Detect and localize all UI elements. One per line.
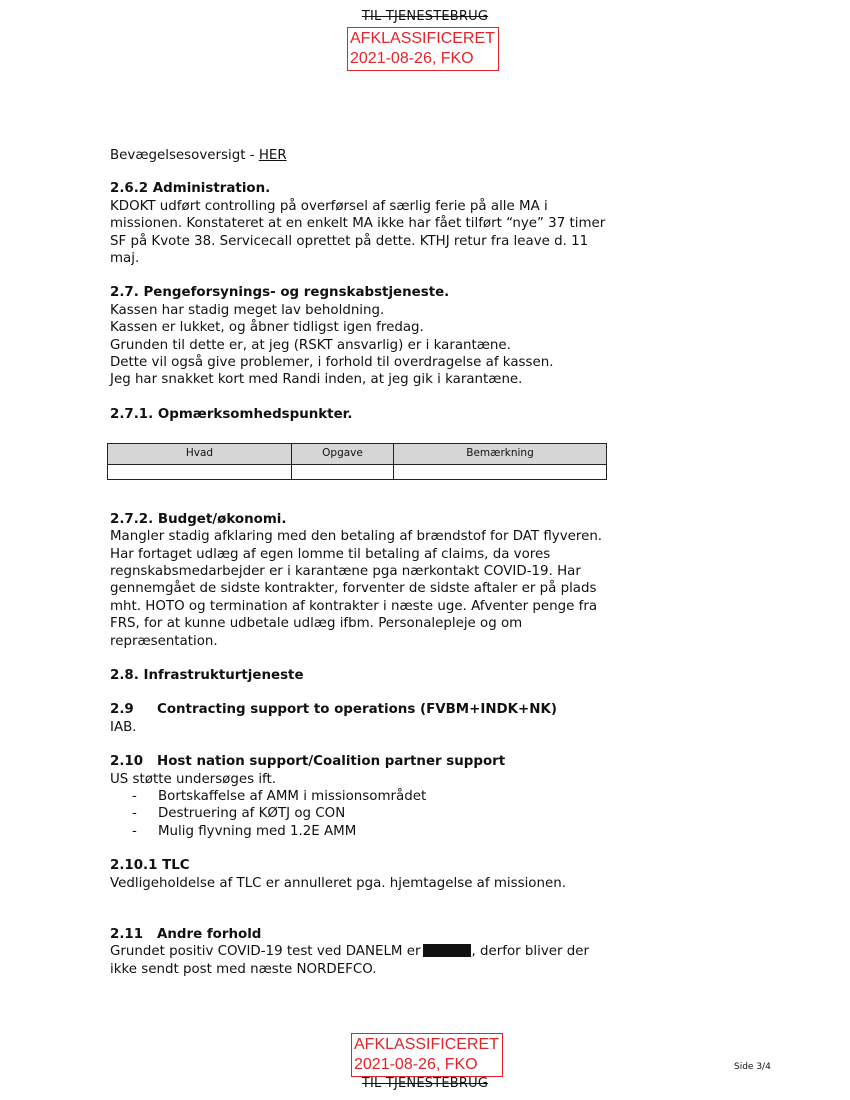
table-cell [292, 464, 394, 479]
section-2-7-2-heading: 2.7.2. Budget/økonomi. [110, 511, 287, 527]
section-2-7-line: Jeg har snakket kort med Randi inden, at jeg gik i karantæne. [110, 372, 523, 388]
section-2-10-list [110, 788, 630, 840]
redaction-block [423, 944, 471, 957]
section-2-7-line: Dette vil også give problemer, i forhold til overdragelse af kassen. [110, 355, 554, 371]
list-item: - Mulig flyvning med 1.2E AMM [132, 823, 630, 840]
table-header-opgave: Opgave [292, 444, 394, 464]
section-2-10-number: 2.10 [110, 754, 144, 770]
section-2-11-body [110, 943, 610, 978]
list-item: - Destruering af KØTJ og CON [132, 805, 630, 822]
section-2-10-1-body: Vedligeholdelse af TLC er annulleret pga. hjemtagelse af missionen. [110, 875, 566, 891]
stamp-line2: 2021-08-26, FKO [354, 1056, 478, 1073]
section-2-10-heading [110, 753, 630, 770]
declassified-stamp-top [347, 27, 499, 71]
list-item: - Bortskaffelse af AMM i missionsområdet [132, 788, 630, 805]
table-header-hvad: Hvad [108, 444, 292, 464]
movement-overview [110, 147, 630, 164]
section-2-7-line: Kassen er lukket, og åbner tidligst igen fredag. [110, 320, 424, 336]
table-header-bemaerkning: Bemærkning [394, 444, 607, 464]
section-2-6-2-heading: 2.6.2 Administration. [110, 181, 271, 197]
section-2-9-heading [110, 701, 630, 718]
movement-overview-link[interactable]: HER [258, 148, 287, 163]
section-2-10-1-heading: 2.10.1 TLC [110, 858, 190, 874]
section-2-9-title: Contracting support to operations (FVBM+INDK+NK) [157, 702, 557, 718]
section-2-11-number: 2.11 [110, 927, 144, 942]
footer-classification: TIL TJENESTEBRUG [361, 1076, 489, 1091]
section-2-7-body [110, 302, 630, 389]
section-2-7-1-heading: 2.7.1. Opmærksomhedspunkter. [110, 406, 353, 422]
movement-overview-label: Bevægelsesoversigt - [110, 148, 259, 163]
section-2-11-title: Andre forhold [157, 927, 262, 942]
section-2-7-heading: 2.7. Pengeforsynings- og regnskabstjeneste. [110, 285, 450, 301]
section-2-10-intro: US støtte undersøges ift. [110, 771, 277, 787]
stamp-line1: AFKLASSIFICERET [350, 30, 495, 47]
section-2-7-2-body: Mangler stadig afklaring med den betaling af brændstof for DAT flyveren. Har fortaget udlæg af egen lomme til betaling af claims, da vores regnskabsmedarbejder er i karantæne pga nærkontakt COVID-19. Har gennemgået de sidste kontrakter, forventer de sidste aftaler er på plads mht. HOTO og termination af kontrakter i næste uge. Afventer penge fra FRS, for at kunne udbetale udlæg ifbm. Personalepleje og om repræsentation. [110, 529, 603, 649]
section-2-11-heading [110, 926, 630, 943]
section-2-7-line: Grunden til dette er, at jeg (RSKT ansvarlig) er i karantæne. [110, 337, 511, 353]
table-cell [108, 464, 292, 479]
table-cell [394, 464, 607, 479]
section-2-10-title: Host nation support/Coalition partner support [157, 754, 506, 770]
stamp-line2: 2021-08-26, FKO [350, 50, 474, 67]
section-2-8-heading: 2.8. Infrastrukturtjeneste [110, 667, 304, 683]
document-body [110, 147, 630, 978]
page-number: Side 3/4 [734, 1062, 771, 1072]
section-2-7-line: Kassen har stadig meget lav beholdning. [110, 302, 385, 318]
section-2-9-body: IAB. [110, 719, 137, 735]
attention-points-table [107, 443, 607, 479]
table-row [108, 464, 607, 479]
section-2-9-number: 2.9 [110, 702, 134, 718]
section-2-6-2-body: KDOKT udført controlling på overførsel af særlig ferie på alle MA i missionen. Konstateret at en enkelt MA ikke har fået tilført “nye” 37 timer SF på Kvote 38. Servicecall oprettet på dette. KTHJ retur fra leave d. 11 maj. [110, 198, 606, 267]
section-2-11-text-after: , derfor bliver der ikke sendt post med næste NORDEFCO. [110, 944, 590, 977]
section-2-11-text-before: Grundet positiv COVID-19 test ved DANELM er [110, 944, 421, 960]
stamp-line1: AFKLASSIFICERET [354, 1036, 499, 1053]
header-classification: TIL TJENESTEBRUG [361, 9, 489, 24]
declassified-stamp-bottom [351, 1033, 503, 1077]
